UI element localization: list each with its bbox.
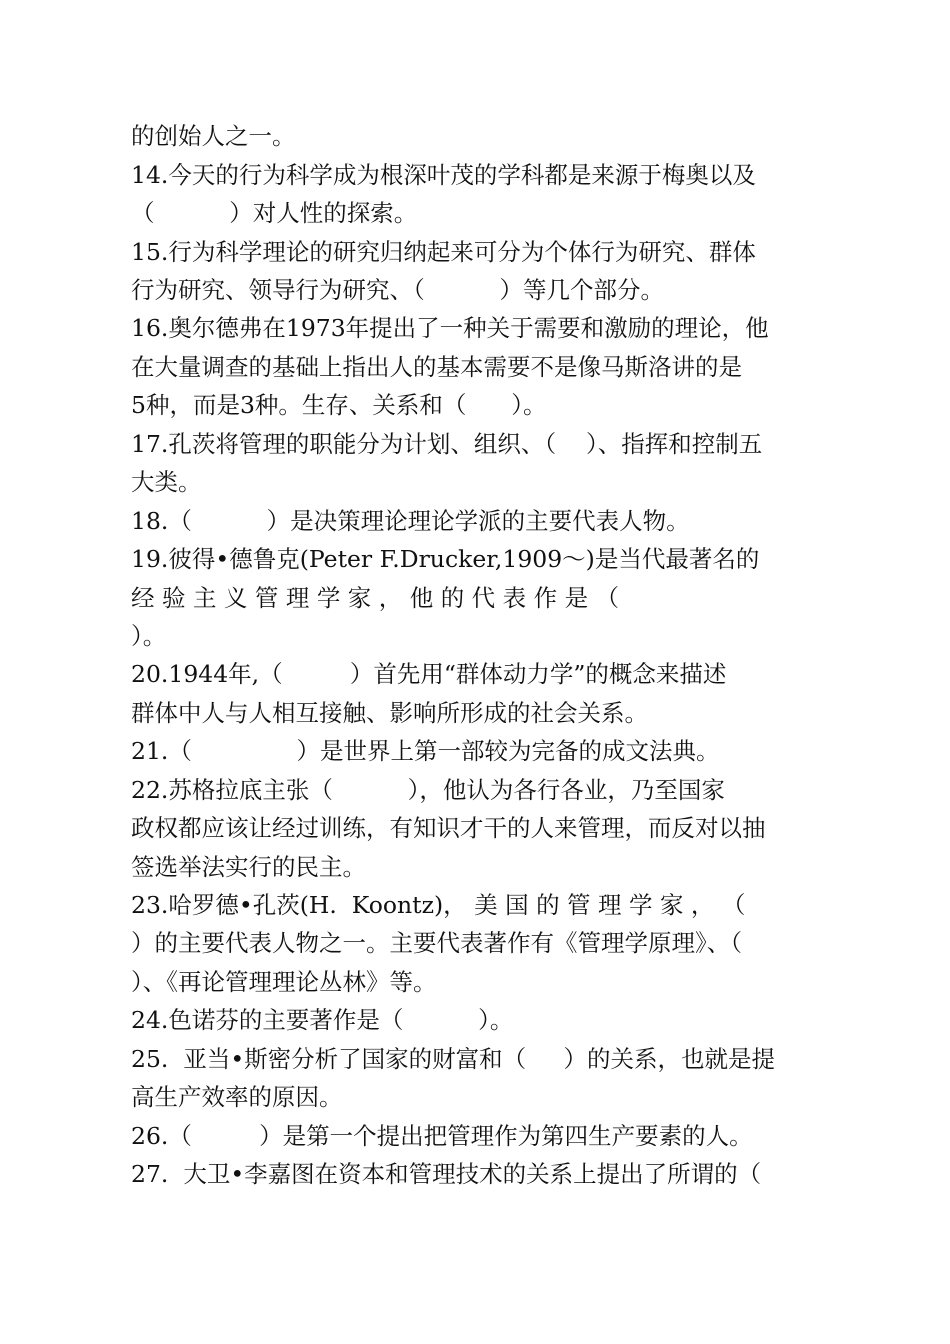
text-line: ）的主要代表人物之一。主要代表著作有《管理学原理》、（ — [131, 929, 742, 957]
question-18-line: 18.（ ）是决策理论理论学派的主要代表人物。 — [131, 507, 690, 535]
text-line: （ ）对人性的探索。 — [131, 199, 418, 227]
question-20-line: 20.1944年,（ ）首先用“群体动力学”的概念来描述 — [131, 660, 727, 688]
question-16-line: 16.奥尔德弗在1973年提出了一种关于需要和激励的理论，他 — [131, 314, 769, 342]
text-line: 行为研究、领导行为研究、（ ）等几个部分。 — [131, 276, 664, 304]
text-line: 政权都应该让经过训练，有知识才干的人来管理，而反对以抽 — [131, 814, 766, 842]
text-line: 5种，而是3种。生存、关系和（ ）。 — [131, 391, 547, 419]
text-line: 经 验 主 义 管 理 学 家 ， 他 的 代 表 作 是 （ — [131, 584, 620, 612]
question-27-line: 27. 大卫•李嘉图在资本和管理技术的关系上提出了所谓的（ — [131, 1160, 762, 1188]
question-14-line: 14.今天的行为科学成为根深叶茂的学科都是来源于梅奥以及 — [131, 161, 756, 189]
text-line: ）。 — [131, 622, 167, 650]
question-25-line: 25. 亚当•斯密分析了国家的财富和（ ）的关系，也就是提 — [131, 1045, 776, 1073]
question-22-line: 22.苏格拉底主张（ ），他认为各行各业，乃至国家 — [131, 776, 725, 804]
text-line: 群体中人与人相互接触、影响所形成的社会关系。 — [131, 699, 648, 727]
text-line: ）、《再论管理理论丛林》等。 — [131, 968, 437, 996]
question-24-line: 24.色诺芬的主要著作是（ ）。 — [131, 1006, 514, 1034]
question-23-line: 23.哈罗德•孔茨(H. Koontz)， 美 国 的 管 理 学 家 ， （ — [131, 891, 746, 919]
question-19-line: 19.彼得•德鲁克(Peter F.Drucker,1909～)是当代最著名的 — [131, 545, 760, 573]
text-line: 大类。 — [131, 468, 202, 496]
question-15-line: 15.行为科学理论的研究归纳起来可分为个体行为研究、群体 — [131, 238, 756, 266]
question-21-line: 21.（ ）是世界上第一部较为完备的成文法典。 — [131, 737, 720, 765]
text-line: 的创始人之一。 — [131, 122, 296, 150]
text-line: 签选举法实行的民主。 — [131, 853, 366, 881]
text-line: 在大量调查的基础上指出人的基本需要不是像马斯洛讲的是 — [131, 353, 742, 381]
question-26-line: 26.（ ）是第一个提出把管理作为第四生产要素的人。 — [131, 1122, 753, 1150]
question-17-line: 17.孔茨将管理的职能分为计划、组织、（ ）、指挥和控制五 — [131, 430, 763, 458]
text-line: 高生产效率的原因。 — [131, 1083, 343, 1111]
